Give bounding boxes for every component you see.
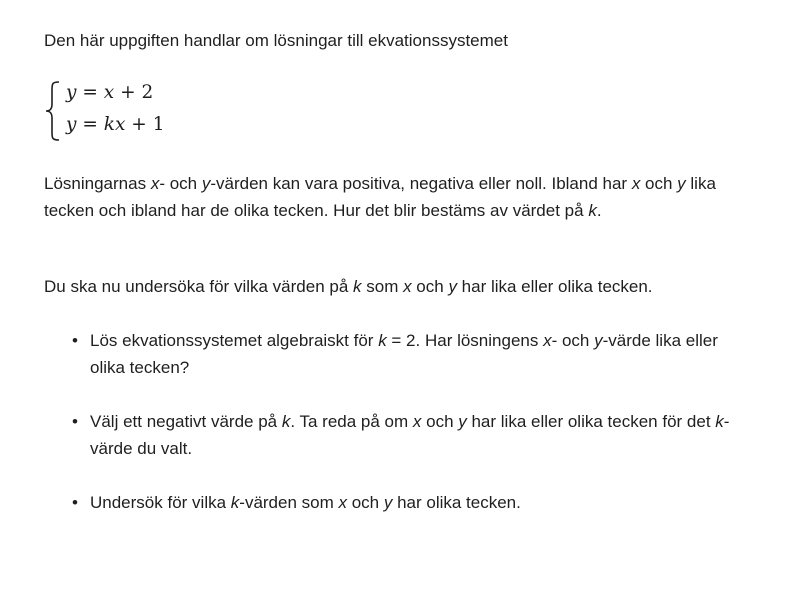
list-item: • Välj ett negativt värde på k. Ta reda på om x och y har lika eller olika tecken för det k-värde du valt.	[44, 408, 744, 462]
paragraph-task-intro: Du ska nu undersöka för vilka värden på k som x och y har lika eller olika tecken.	[44, 277, 653, 296]
equation-2: y = kx + 1	[66, 114, 165, 135]
task-list	[44, 327, 744, 543]
list-item: • Lös ekvationssystemet algebraiskt för k = 2. Har lösningens x- och y-värde lika eller olika tecken?	[44, 327, 744, 381]
list-item: • Undersök för vilka k-värden som x och y har olika tecken.	[44, 489, 744, 516]
intro-text: Den här uppgiften handlar om lösningar till ekvationssystemet	[44, 31, 508, 50]
equation-system	[44, 78, 204, 142]
paragraph-signs: Lösningarnas x- och y-värden kan vara positiva, negativa eller noll. Ibland har x och y lika tecken och ibland har de olika tecken. Hur det blir bestäms av värdet på k.	[44, 174, 716, 220]
left-brace-icon	[44, 80, 62, 142]
equation-1: y = x + 2	[66, 82, 154, 103]
